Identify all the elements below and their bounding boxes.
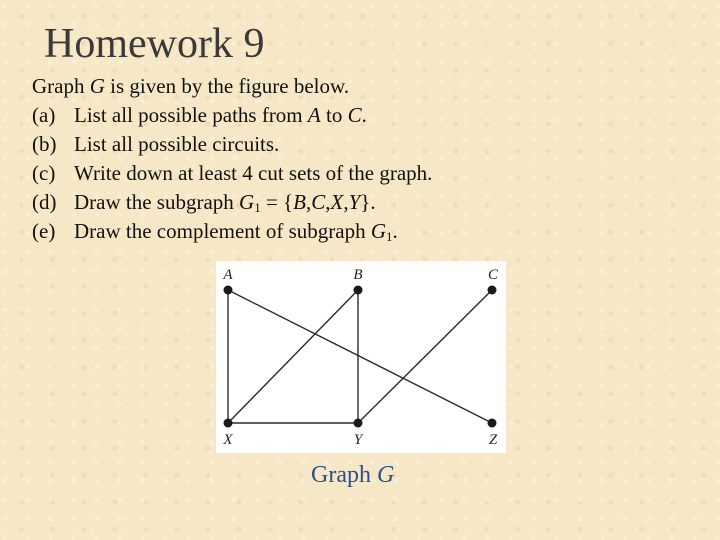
task-marker: (d) [32,190,57,214]
vertex-label-X: X [223,432,233,448]
intro-graph-var: G [89,74,105,98]
task-item [32,159,432,188]
graph-diagram [216,261,506,453]
vertex-label-B: B [353,267,363,283]
edge-Y-C [358,290,492,423]
task-text: Write down at least 4 cut sets of the graph. [74,161,433,185]
vertex-label-Y: Y [353,432,363,448]
task-text: Draw the subgraph $G_1 = \{B,C,X,Y\}$. [74,190,376,215]
task-item [32,217,432,246]
task-item [32,130,432,159]
figure-caption [311,462,394,489]
vertex-A [224,286,233,295]
task-item [32,101,432,130]
slide-title: Homework 9 [44,21,265,67]
task-marker: (a) [32,103,56,127]
graph-figure [216,261,506,453]
task-marker: (e) [32,219,56,243]
task-text: List all possible paths from A to C. [74,103,367,127]
vertex-Z [488,419,497,428]
task-text: Draw the complement of subgraph $G_1$. [74,219,398,244]
intro-post: is given by the figure below. [104,74,350,98]
vertex-Y [354,419,363,428]
edge-A-Z [228,290,492,423]
edge-B-X [228,290,358,423]
vertex-label-C: C [487,267,499,283]
vertex-label-Z: Z [488,432,498,448]
task-text: List all possible circuits. [74,132,280,156]
task-marker: (b) [32,132,57,156]
vertex-B [354,286,363,295]
vertex-C [488,286,497,295]
task-marker: (c) [32,161,56,185]
vertex-label-A: A [223,267,233,283]
task-list [32,101,432,246]
intro-text [32,72,349,101]
task-item [32,188,432,217]
intro-pre: Graph [32,74,90,98]
caption-text: Graph G [311,462,395,488]
vertex-X [224,419,233,428]
